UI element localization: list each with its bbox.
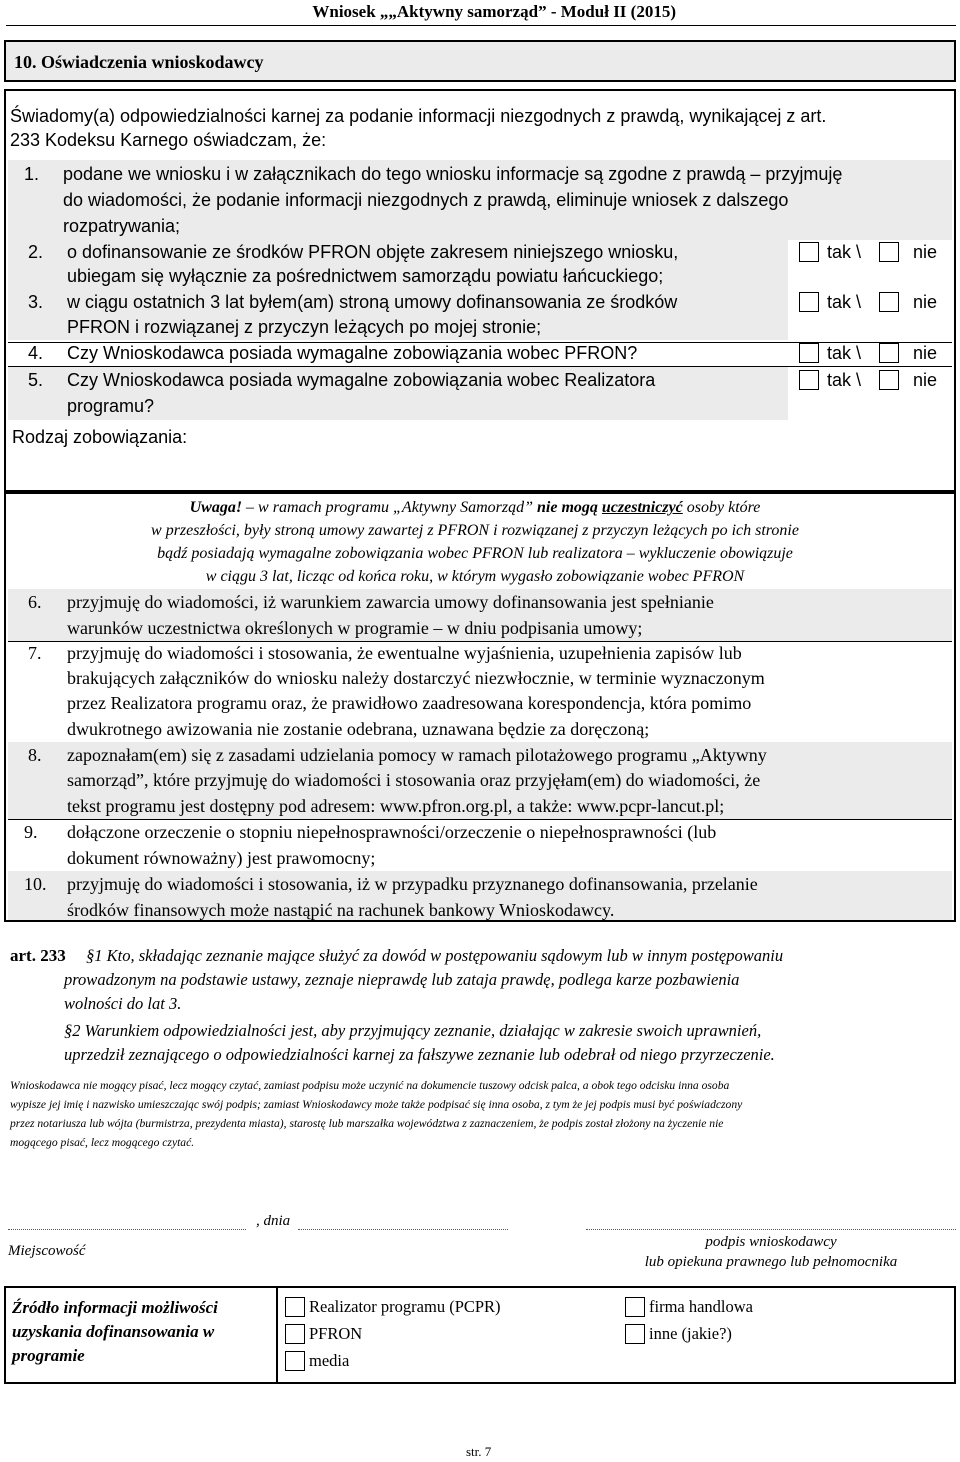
source-other-checkbox[interactable] bbox=[625, 1324, 645, 1344]
item-8-line-1: zapoznałam(em) się z zasadami udzielania pomocy w ramach pilotażowego programu „Aktywny bbox=[67, 745, 767, 765]
item-10-line-2: środków finansowych może nastąpić na rachunek bankowy Wnioskodawcy. bbox=[67, 900, 615, 920]
source-media-label: media bbox=[309, 1351, 350, 1370]
date-line[interactable] bbox=[298, 1229, 508, 1230]
item-8-line-3: tekst programu jest dostępny pod adresem: www.pfron.org.pl, a także: www.pcpr-lancut.pl; bbox=[67, 796, 725, 816]
item-4-no-label: nie bbox=[913, 343, 938, 363]
intro-line-2: 233 Kodeksu Karnego oświadczam, że: bbox=[10, 130, 327, 150]
source-pcpr-checkbox[interactable] bbox=[285, 1297, 305, 1317]
document-header-title: Wniosek „„Aktywny samorząd” - Moduł II (2015) bbox=[312, 2, 676, 21]
place-label: Miejscowość bbox=[8, 1243, 86, 1259]
uwaga-line-1: Uwaga! – w ramach programu „Aktywny Samorząd” nie mogą uczestniczyć osoby które bbox=[189, 499, 761, 516]
uwaga-line-2: w przeszłości, były stroną umowy zawartej z PFRON i rozwiązanej z przyczyn leżących po ich stronie bbox=[151, 522, 799, 539]
item-4-line-1: Czy Wnioskodawca posiada wymagalne zobowiązania wobec PFRON? bbox=[67, 343, 638, 363]
item-2-no-checkbox[interactable] bbox=[879, 242, 899, 262]
source-pfron-label: PFRON bbox=[309, 1324, 363, 1343]
item-4-yes-label: tak \ bbox=[827, 343, 862, 363]
signature-label-1: podpis wnioskodawcy bbox=[705, 1234, 837, 1250]
note-line-2: wypisze jej imię i nazwisko umieszczając swój podpis; zamiast Wnioskodawcy może także podpisać się inna osoba, z tym że jej podpis musi być poświadczony bbox=[10, 1098, 743, 1111]
item-2-line-1: o dofinansowanie ze środków PFRON objęte zakresem niniejszego wniosku, bbox=[67, 242, 679, 262]
item-4-number: 4. bbox=[28, 343, 44, 363]
signature-label-2: lub opiekuna prawnego lub pełnomocnika bbox=[644, 1254, 898, 1270]
item-3-yes-checkbox[interactable] bbox=[799, 292, 819, 312]
item-8-number: 8. bbox=[28, 745, 42, 765]
source-pfron-checkbox[interactable] bbox=[285, 1324, 305, 1344]
uwaga-line-4: w ciągu 3 lat, licząc od końca roku, w którym wygasło zobowiązanie wobec PFRON bbox=[205, 568, 745, 585]
header-rule bbox=[6, 25, 956, 26]
art-233-p2-line-2: uprzedził zeznającego o odpowiedzialności karnej za fałszywe zeznanie lub odebrał od niego przyrzeczenie. bbox=[64, 1045, 775, 1064]
art-233-p2-line-1: §2 Warunkiem odpowiedzialności jest, aby przyjmujący zeznanie, działając w zakresie swoich uprawnień, bbox=[64, 1021, 762, 1040]
item-5-number: 5. bbox=[28, 370, 44, 390]
item-3-line-2: PFRON i rozwiązanej z przyczyn leżących po mojej stronie; bbox=[67, 317, 542, 337]
item-9-line-1: dołączone orzeczenie o stopniu niepełnosprawności/orzeczenie o niepełnosprawności (lub bbox=[67, 822, 717, 842]
item-3-yes-label: tak \ bbox=[827, 292, 862, 312]
section-heading bbox=[4, 40, 956, 82]
page-number: str. 7 bbox=[466, 1444, 492, 1459]
item-3-number: 3. bbox=[28, 292, 44, 312]
item-5-line-1: Czy Wnioskodawca posiada wymagalne zobowiązania wobec Realizatora bbox=[67, 370, 656, 390]
obligation-type-label: Rodzaj zobowiązania: bbox=[12, 427, 188, 447]
source-company-checkbox[interactable] bbox=[625, 1297, 645, 1317]
source-pcpr-label: Realizator programu (PCPR) bbox=[309, 1297, 501, 1316]
section-heading-text: 10. Oświadczenia wnioskodawcy bbox=[14, 52, 264, 72]
item-7-line-1: przyjmuję do wiadomości i stosowania, że ewentualne wyjaśnienia, uzupełnienia zapisów lub bbox=[67, 643, 742, 663]
note-line-1: Wnioskodawca nie mogący pisać, lecz mogący czytać, zamiast podpisu może uczynić na dokumencie tuszowy odcisk palca, a obok tego odcisku inna osoba bbox=[10, 1079, 730, 1092]
note-line-4: mogącego pisać, lecz mogącego czytać. bbox=[10, 1136, 195, 1149]
item-2-no-label: nie bbox=[913, 242, 938, 262]
item-8-line-2: samorząd”, które przyjmuję do wiadomości i stosowania oraz przyjęłam(em) do wiadomości, że bbox=[67, 770, 761, 790]
item-7-number: 7. bbox=[28, 643, 42, 663]
item-10-number: 10. bbox=[24, 874, 47, 894]
item-2-yes-label: tak \ bbox=[827, 242, 862, 262]
date-label: , dnia bbox=[256, 1213, 291, 1229]
item-10-line-1: przyjmuję do wiadomości i stosowania, iż w przypadku przyznanego dofinansowania, przelanie bbox=[67, 874, 758, 894]
item-5-yes-checkbox[interactable] bbox=[799, 370, 819, 390]
item-1-line-1: podane we wniosku i w załącznikach do tego wniosku informacje są zgodne z prawdą – przyjmuję bbox=[63, 164, 843, 184]
item-6-number: 6. bbox=[28, 592, 42, 612]
item-5-no-checkbox[interactable] bbox=[879, 370, 899, 390]
source-heading-line-2: uzyskania dofinansowania w bbox=[12, 1322, 215, 1341]
item-7-line-4: dwukrotnego awizowania nie zostanie odebrana, uznawana będzie za doręczoną; bbox=[67, 719, 650, 739]
item-2-number: 2. bbox=[28, 242, 44, 262]
item-6-line-1: przyjmuję do wiadomości, iż warunkiem zawarcia umowy dofinansowania jest spełnianie bbox=[67, 592, 714, 612]
uwaga-label: Uwaga! bbox=[189, 499, 243, 516]
art-233-label: art. 233 bbox=[10, 946, 66, 965]
item-7-line-2: brakujących załączników do wniosku należy dostarczyć niezwłocznie, w terminie wyznaczonym bbox=[67, 668, 765, 688]
signature-line[interactable] bbox=[586, 1229, 956, 1230]
source-heading-line-1: Źródło informacji możliwości bbox=[12, 1298, 218, 1317]
item-4-no-checkbox[interactable] bbox=[879, 343, 899, 363]
place-line[interactable] bbox=[8, 1229, 246, 1230]
item-4-yes-checkbox[interactable] bbox=[799, 343, 819, 363]
item-3-no-label: nie bbox=[913, 292, 938, 312]
item-5-no-label: nie bbox=[913, 370, 938, 390]
item-1-line-2: do wiadomości, że podanie informacji niezgodnych z prawdą, eliminuje wniosek z dalszego bbox=[63, 190, 789, 210]
item-5-yes-label: tak \ bbox=[827, 370, 862, 390]
art-233-p1-line-2: prowadzonym na podstawie ustawy, zeznaje nieprawdę lub zataja prawdę, podlega karze pozbawienia bbox=[64, 970, 740, 989]
item-3-line-1: w ciągu ostatnich 3 lat byłem(am) stroną umowy dofinansowania ze środków bbox=[67, 292, 678, 312]
source-media-checkbox[interactable] bbox=[285, 1351, 305, 1371]
source-heading-line-3: programie bbox=[12, 1346, 85, 1365]
item-5-line-2: programu? bbox=[67, 396, 155, 416]
uwaga-line-3: bądź posiadają wymagalne zobowiązania wobec PFRON lub realizatora – wykluczenie obowiązuje bbox=[157, 545, 793, 562]
note-line-3: przez notariusza lub wójta (burmistrza, prezydenta miasta), starostę lub marszałka województwa z zaznaczeniem, że podpis został złożony na życzenie nie bbox=[10, 1117, 724, 1130]
item-9-number: 9. bbox=[24, 822, 38, 842]
art-233-p1-line-1: §1 Kto, składając zeznanie mające służyć za dowód w postępowaniu sądowym lub w innym postępowaniu bbox=[86, 946, 784, 965]
item-1-number: 1. bbox=[24, 164, 40, 184]
item-7-line-3: przez Realizatora programu oraz, że prawidłowo zaadresowana korespondencja, która pomimo bbox=[67, 693, 752, 713]
source-other-label: inne (jakie?) bbox=[649, 1324, 732, 1343]
item-6-line-2: warunków uczestnictwa określonych w programie – w dniu podpisania umowy; bbox=[67, 618, 643, 638]
item-2-yes-checkbox[interactable] bbox=[799, 242, 819, 262]
intro-line-1: Świadomy(a) odpowiedzialności karnej za podanie informacji niezgodnych z prawdą, wynikającej z art. bbox=[10, 106, 827, 126]
item-2-line-2: ubiegam się wyłącznie za pośrednictwem samorządu powiatu łańcuckiego; bbox=[67, 266, 664, 286]
art-233-p1-line-3: wolności do lat 3. bbox=[64, 994, 182, 1013]
item-3-no-checkbox[interactable] bbox=[879, 292, 899, 312]
source-company-label: firma handlowa bbox=[649, 1297, 754, 1316]
item-1-line-3: rozpatrywania; bbox=[63, 216, 181, 236]
item-9-line-2: dokument równoważny) jest prawomocny; bbox=[67, 848, 376, 868]
